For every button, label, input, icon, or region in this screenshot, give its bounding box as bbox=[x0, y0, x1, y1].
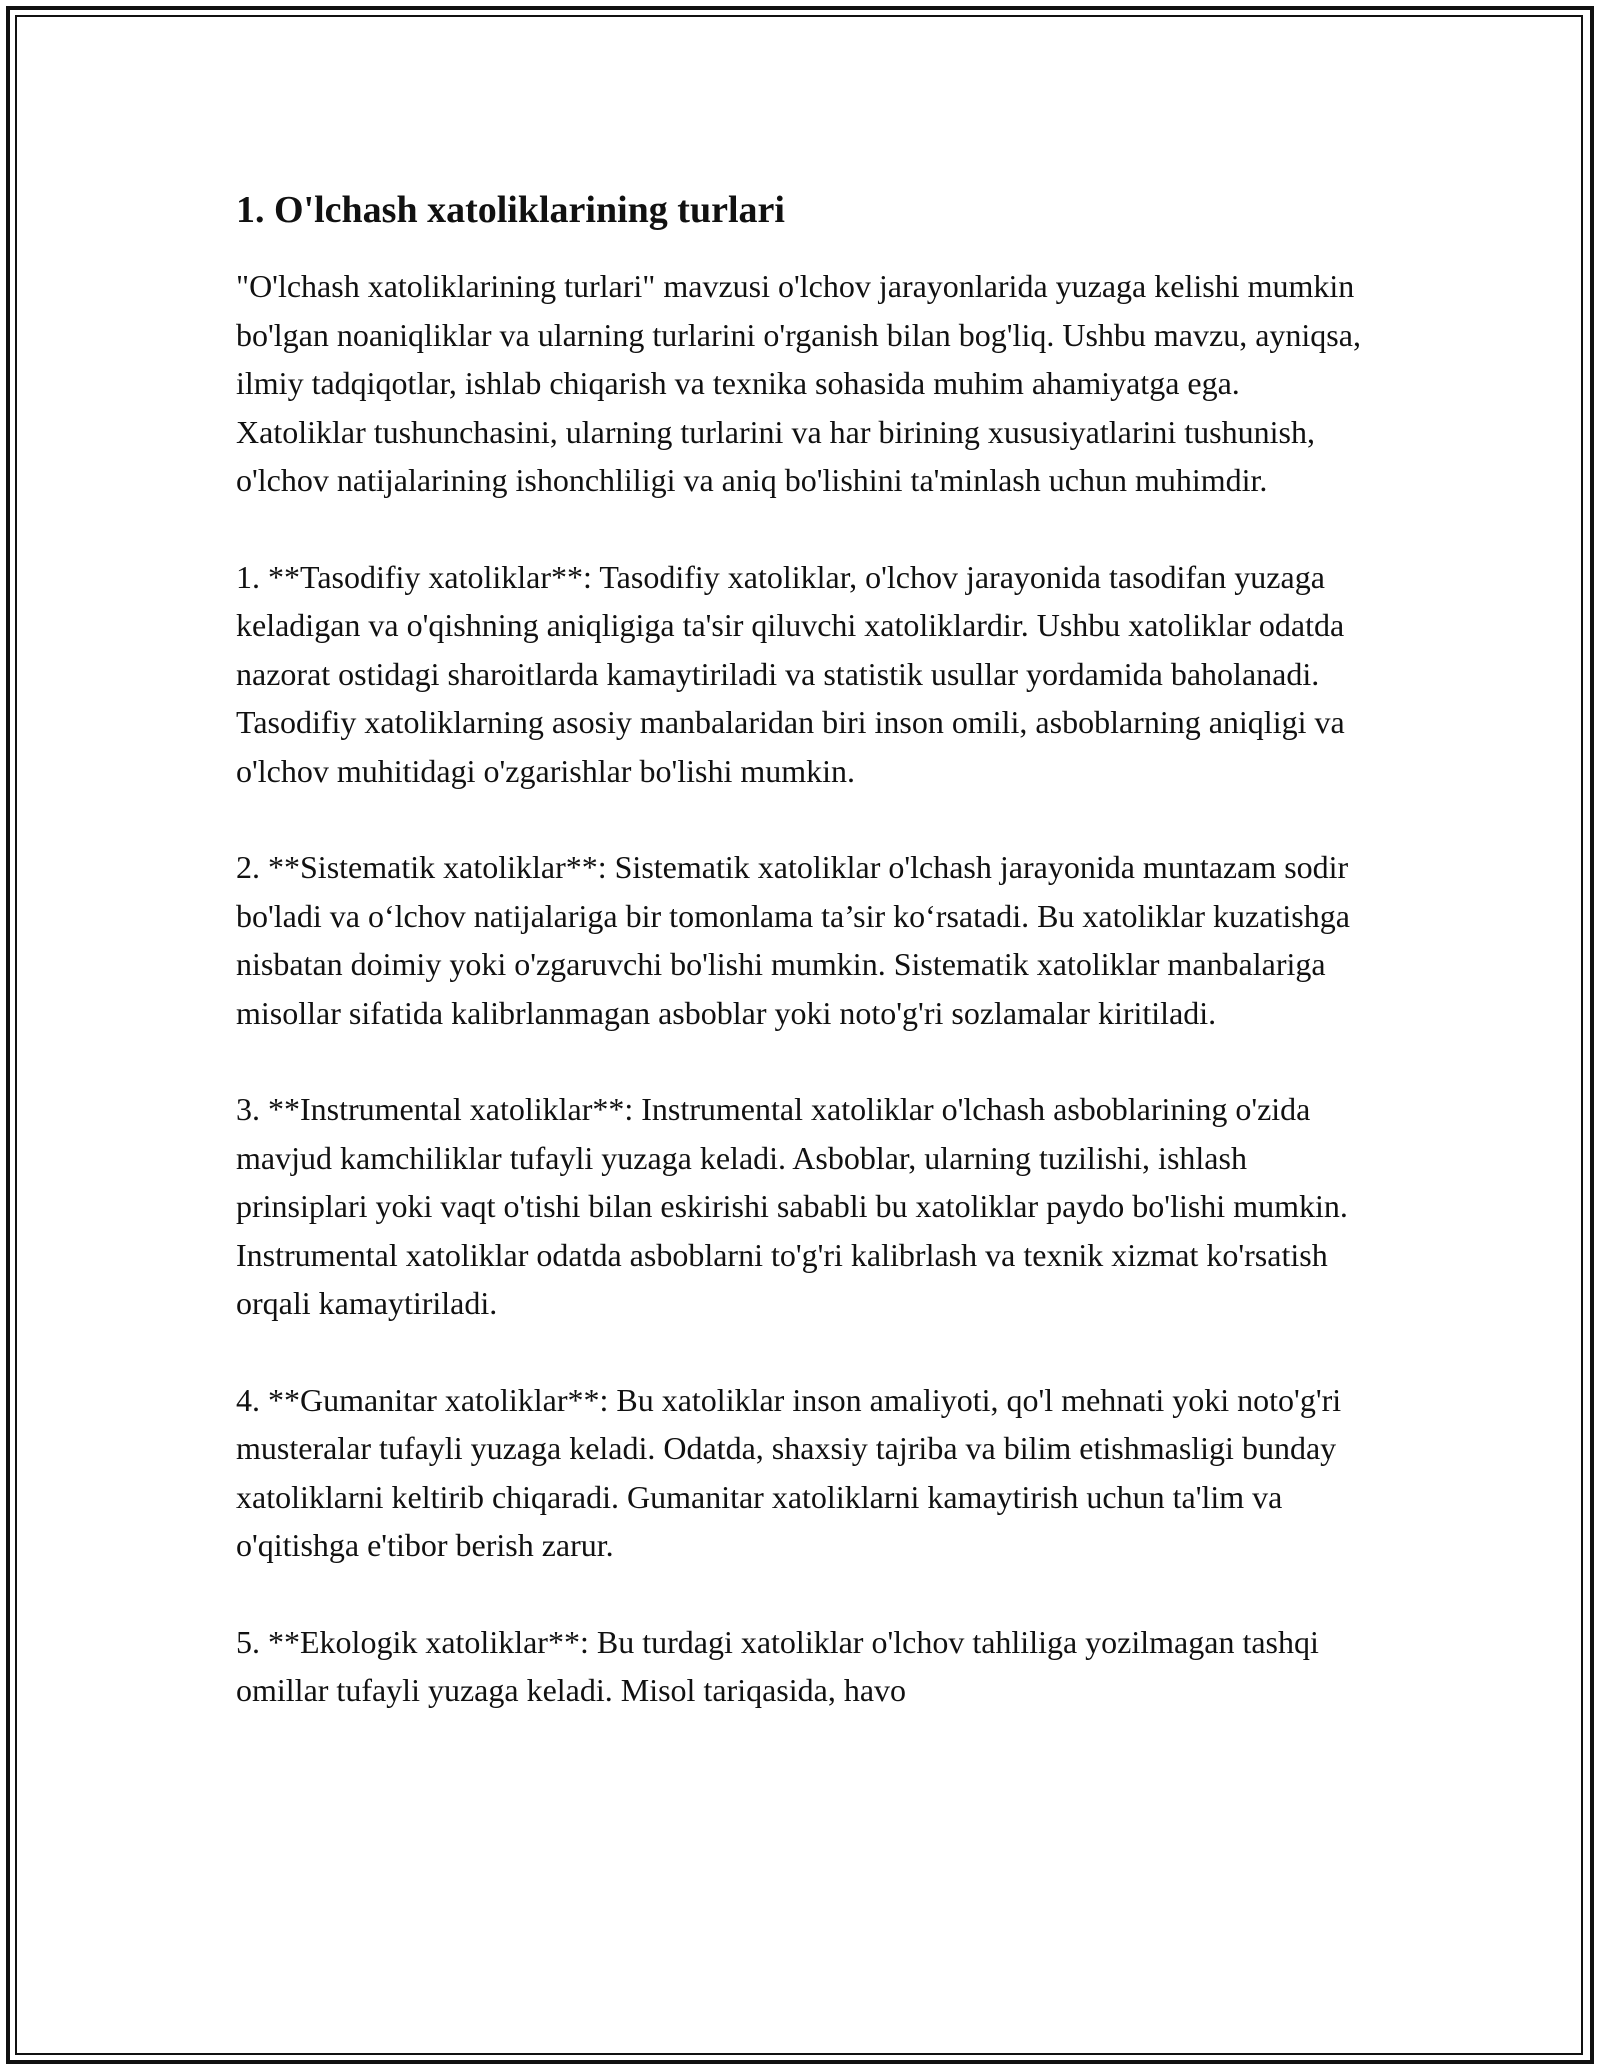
intro-paragraph: "O'lchash xatoliklarining turlari" mavzusi o'lchov jarayonlarida yuzaga kelishi mumkin bo'lgan noaniqliklar va ularning turlarini o'rganish bilan bog'liq. Ushbu mavzu, ayniqsa, ilmiy tadqiqotlar, ishlab chiqarish va texnika sohasida muhim ahamiyatga ega. Xatoliklar tushunchasini, ularning turlarini va har birining xususiyatlarini tushunish, o'lchov natijalarining ishonchliligi va aniq bo'lishini ta'minlash uchun muhimdir. bbox=[236, 268, 1361, 498]
paragraph-random-errors: 1. **Tasodifiy xatoliklar**: Tasodifiy xatoliklar, o'lchov jarayonida tasodifan yuzaga keladigan va o'qishning aniqligiga ta'sir qiluvchi xatoliklardir. Ushbu xatoliklar odatda nazorat ostidagi sharoitlarda kamaytiriladi va statistik usullar yordamida baholanadi. Tasodifiy xatoliklarning asosiy manbalaridan biri inson omili, asboblarning aniqligi va o'lchov muhitidagi o'zgarishlar bo'lishi mumkin. bbox=[236, 558, 1345, 789]
paragraph-human-errors: 4. **Gumanitar xatoliklar**: Bu xatoliklar inson amaliyoti, qo'l mehnati yoki noto'g'ri musteralar tufayli yuzaga keladi. Odatda, shaxsiy tajriba va bilim etishmasligi bunday xatoliklarni keltirib chiqaradi. Gumanitar xatoliklarni kamaytirish uchun ta'lim va o'qitishga e'tibor berish zarur. bbox=[236, 1381, 1342, 1563]
paragraph-systematic-errors: 2. **Sistematik xatoliklar**: Sistematik xatoliklar o'lchash jarayonida muntazam sodir bo'ladi va o‘lchov natijalariga bir tomonlama ta’sir ko‘rsatadi. Bu xatoliklar kuzatishga nisbatan doimiy yoki o'zgaruvchi bo'lishi mumkin. Sistematik xatoliklar manbalariga misollar sifatida kalibrlanmagan asboblar yoki noto'g'ri sozlamalar kiritiladi. bbox=[236, 849, 1350, 1031]
paragraph-ecological-errors: 5. **Ekologik xatoliklar**: Bu turdagi xatoliklar o'lchov tahliliga yozilmagan tashqi omillar tufayli yuzaga keladi. Misol tariqasida, havo bbox=[236, 1623, 1319, 1708]
document-heading: 1. O'lchash xatoliklarining turlari bbox=[236, 189, 785, 231]
paragraph-instrumental-errors: 3. **Instrumental xatoliklar**: Instrumental xatoliklar o'lchash asboblarining o'zida mavjud kamchiliklar tufayli yuzaga keladi. Asboblar, ularning tuzilishi, ishlash prinsiplari yoki vaqt o'tishi bilan eskirishi sababli bu xatoliklar paydo bo'lishi mumkin. Instrumental xatoliklar odatda asboblarni to'g'ri kalibrlash va texnik xizmat ko'rsatish orqali kamaytiriladi. bbox=[236, 1091, 1348, 1321]
document-body bbox=[236, 186, 1376, 1763]
